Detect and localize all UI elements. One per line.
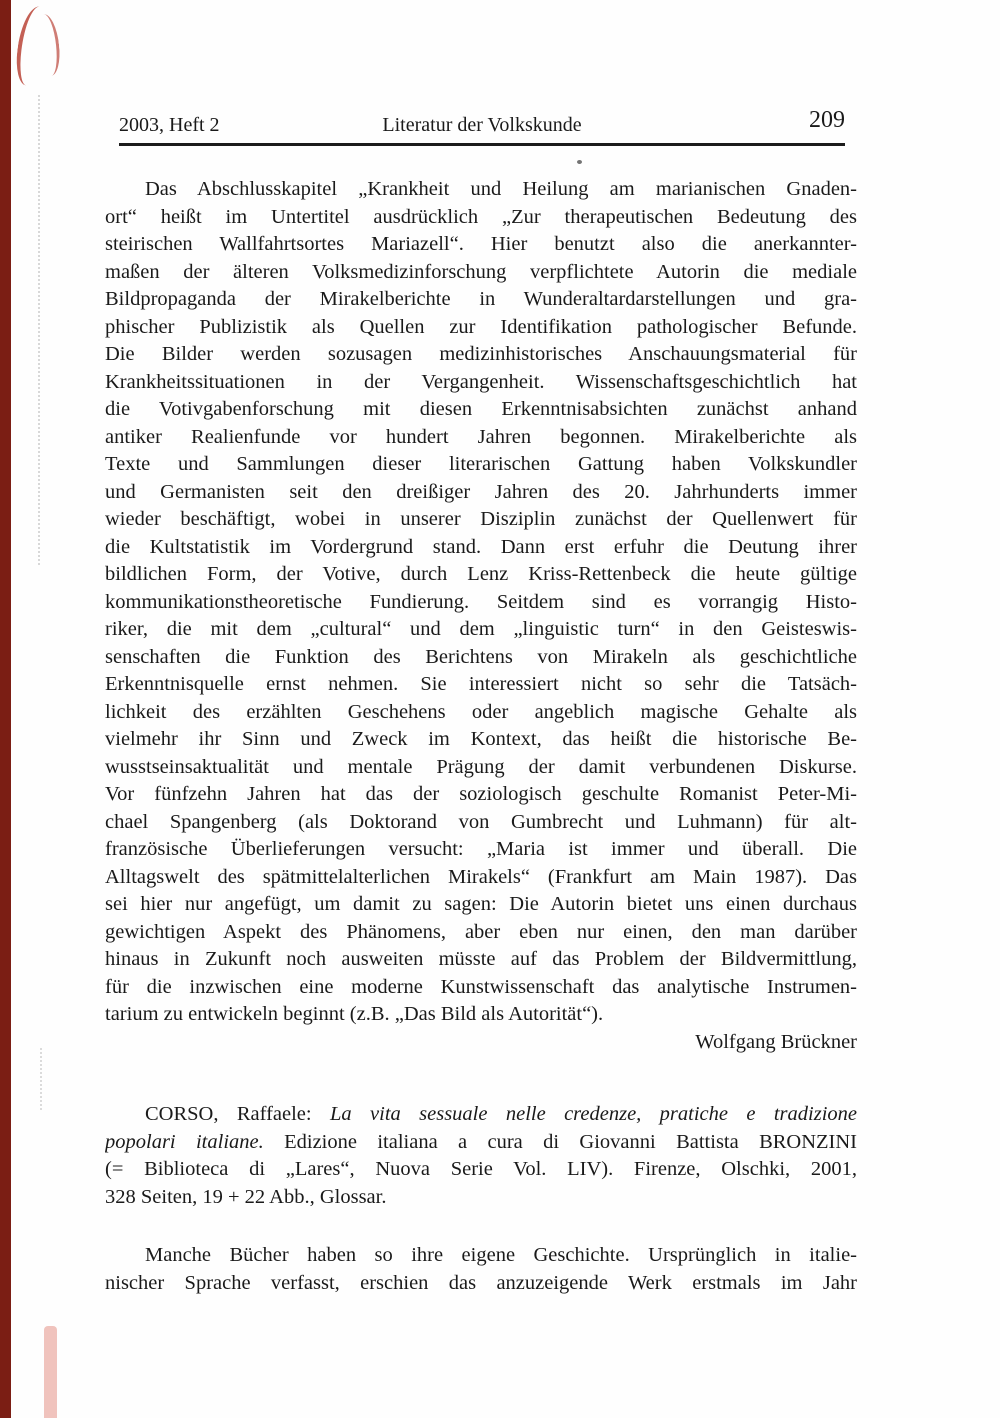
italic-text-segment: popolari italiane.: [105, 1130, 264, 1153]
text-line: ort“ heißt im Untertitel ausdrücklich „Zur therapeutischen Bedeutung des: [105, 205, 857, 228]
red-ink-smudge-icon: [13, 4, 53, 87]
section-title: Literatur der Volkskunde: [382, 114, 582, 136]
text-line: tarium zu entwickeln beginnt (z.B. „Das Bild als Autorität“).: [105, 1003, 604, 1025]
text-line: und Germanisten seit den dreißiger Jahren des 20. Jahrhunderts immer: [105, 480, 857, 503]
text-line: steirischen Wallfahrtsortes Mariazell“. Hier benutzt also die anerkannter-: [105, 233, 857, 255]
text-line: nischer Sprache verfasst, erschien das anzuzeigende Werk erstmals im Jahr: [105, 1271, 857, 1294]
text-line: [105, 1156, 857, 1184]
text-line: [105, 1129, 857, 1157]
text-line: vielmehr ihr Sinn und Zweck im Kontext, das heißt die historische Be-: [105, 728, 857, 750]
text-line: Krankheitssituationen in der Vergangenheit. Wissenschaftsgeschichtlich hat: [105, 370, 857, 393]
scan-artifact-tick: [577, 160, 582, 164]
text-segment: Edizione italiana a cura di Giovanni Battista BRONZINI: [263, 1130, 857, 1153]
scan-dust-line: [38, 95, 40, 565]
text-line: Vor fünfzehn Jahren hat das der soziologisch geschulte Romanist Peter-Mi-: [105, 783, 857, 805]
text-line: Das Abschlusskapitel „Krankheit und Heilung am marianischen Gnaden-: [145, 178, 857, 200]
text-line: riker, die mit dem „cultural“ und dem „linguistic turn“ in den Geisteswis-: [105, 618, 857, 640]
text-line: senschaften die Funktion des Berichtens von Mirakeln als geschichtliche: [105, 645, 857, 668]
page-content: [105, 107, 857, 1297]
text-line: die Kultstatistik im Vordergrund stand. Dann erst erfuhr die Deutung ihrer: [105, 535, 857, 558]
text-line: Erkenntnisquelle ernst nehmen. Sie interessiert nicht so sehr die Tatsäch-: [105, 673, 857, 695]
text-segment: (= Biblioteca di „Lares“, Nuova Serie Vol. LIV). Firenze, Olschki, 2001,: [105, 1158, 857, 1180]
text-line: [105, 1101, 857, 1129]
text-line: maßen der älteren Volksmedizinforschung verpflichtete Autorin die mediale: [105, 260, 857, 283]
text-line: phischer Publizistik als Quellen zur Identifikation pathologischer Befunde.: [105, 315, 857, 338]
header-rule: [119, 143, 845, 146]
text-line: sei hier nur angefügt, um damit zu sagen: Die Autorin bietet uns einen durchaus: [105, 893, 857, 915]
page-number: 209: [809, 107, 845, 133]
text-line: bildlichen Form, der Votive, durch Lenz Kriss-Rettenbeck die heute gültige: [105, 563, 857, 585]
review-opening-paragraph: [105, 1242, 857, 1297]
text-line: [105, 1184, 857, 1212]
page-header: [119, 107, 845, 137]
text-line: die Votivgabenforschung mit diesen Erkenntnisabsichten zunächst anhand: [105, 398, 857, 420]
text-line: wusstseinsaktualität und mentale Prägung der damit verbundenen Diskurse.: [105, 755, 857, 778]
text-line: Die Bilder werden sozusagen medizinhistorisches Anschauungsmaterial für: [105, 343, 857, 365]
text-line: Manche Bücher haben so ihre eigene Geschichte. Ursprünglich in italie-: [145, 1244, 857, 1266]
pink-scan-mark: [44, 1326, 57, 1418]
text-line: wieder beschäftigt, wobei in unserer Disziplin zunächst der Quellenwert für: [105, 508, 857, 530]
text-line: Bildpropaganda der Mirakelberichte in Wunderaltardarstellungen und gra-: [105, 288, 857, 310]
reviewer-signature: Wolfgang Brückner: [695, 1030, 857, 1053]
text-line: für die inzwischen eine moderne Kunstwissenschaft das analytische Instrumen-: [105, 975, 857, 998]
text-line: chael Spangenberg (als Doktorand von Gumbrecht und Luhmann) für alt-: [105, 810, 857, 833]
text-line: französische Überlieferungen versucht: „Maria ist immer und überall. Die: [105, 838, 857, 860]
text-line: Texte und Sammlungen dieser literarischen Gattung haben Volkskundler: [105, 453, 857, 475]
text-line: kommunikationstheoretische Fundierung. Seitdem sind es vorrangig Histo-: [105, 590, 857, 613]
review-paragraph-brueckner: [105, 176, 857, 1029]
scan-dust-line: [40, 1048, 42, 1110]
italic-text-segment: La vita sessuale nelle credenze, pratiche e tradizione: [330, 1103, 857, 1125]
text-segment: CORSO, Raffaele:: [145, 1103, 330, 1125]
book-spine-strip: [0, 0, 11, 1418]
text-line: Alltagswelt des spätmittelalterlichen Mirakels“ (Frankfurt am Main 1987). Das: [105, 865, 857, 888]
text-segment: 328 Seiten, 19 + 22 Abb., Glossar.: [105, 1185, 387, 1208]
issue-label: 2003, Heft 2: [119, 114, 220, 136]
text-line: hinaus in Zukunft noch ausweiten müsste auf das Problem der Bildvermittlung,: [105, 948, 857, 970]
citation-paragraph-corso: [105, 1101, 857, 1211]
text-line: lichkeit des erzählten Geschehens oder angeblich magische Gehalte als: [105, 700, 857, 723]
text-line: gewichtigen Aspekt des Phänomens, aber eben nur einen, den man darüber: [105, 920, 857, 943]
red-ink-smudge-icon: [33, 13, 62, 77]
text-line: antiker Realienfunde vor hundert Jahren begonnen. Mirakelberichte als: [105, 425, 857, 448]
